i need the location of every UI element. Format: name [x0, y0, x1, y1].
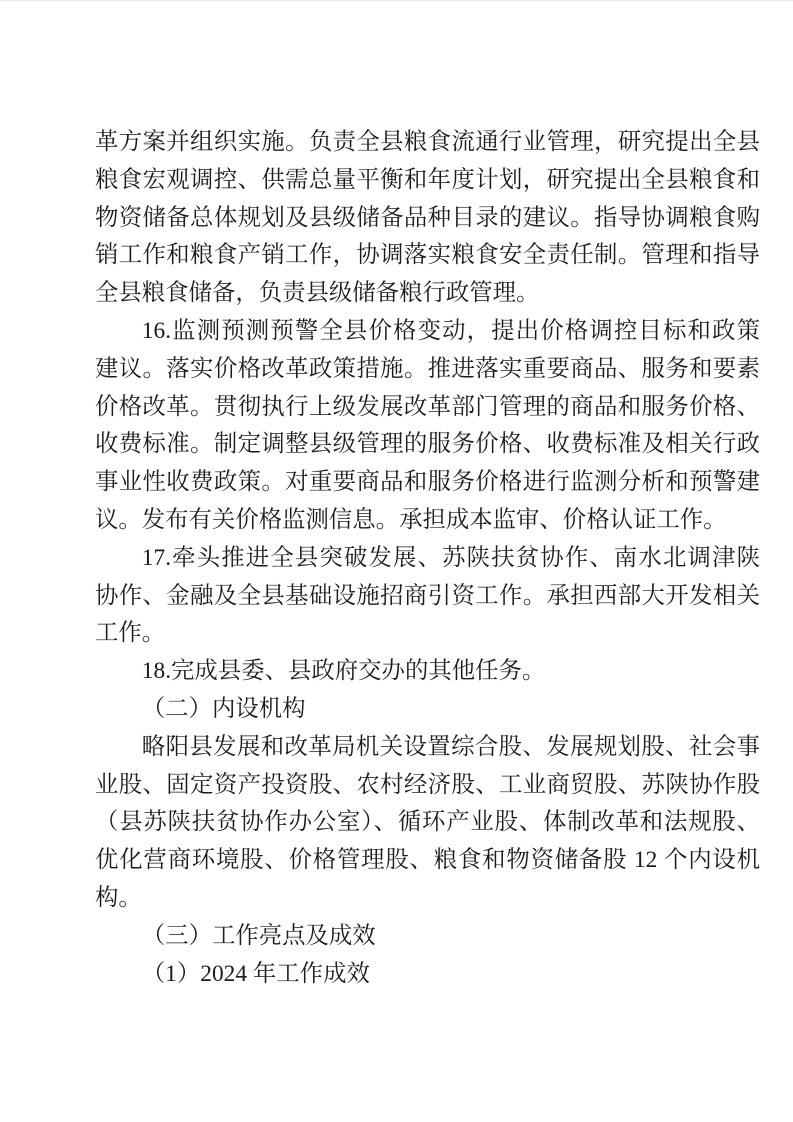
text-line: 全县粮食储备，负责县级储备粮行政管理。	[95, 280, 540, 307]
text-line: 价格改革。贯彻执行上级发展改革部门管理的商品和服务价格、	[95, 393, 760, 420]
text-line: 物资储备总体规划及县级储备品种目录的建议。指导协调粮食购	[95, 204, 760, 231]
text-line: 事业性收费政策。对重要商品和服务价格进行监测分析和预警建	[95, 469, 760, 496]
text-line: 16.监测预测预警全县价格变动，提出价格调控目标和政策	[141, 317, 760, 344]
text-line: （三）工作亮点及成效	[141, 922, 376, 949]
section-heading	[95, 918, 760, 956]
text-line: 优化营商环境股、价格管理股、粮食和物资储备股 12 个内设机	[95, 847, 760, 874]
section-heading	[95, 691, 760, 729]
text-line: （县苏陕扶贫协作办公室）、循环产业股、体制改革和法规股、	[95, 809, 760, 836]
paragraph	[95, 729, 760, 918]
text-line: 革方案并组织实施。负责全县粮食流通行业管理，研究提出全县	[95, 129, 760, 155]
text-line: （二）内设机构	[141, 695, 306, 722]
paragraph	[95, 653, 760, 691]
text-line: 业股、固定资产投资股、农村经济股、工业商贸股、苏陕协作股	[95, 771, 760, 798]
paragraph	[95, 124, 760, 313]
text-line: （1）2024 年工作成效	[141, 960, 370, 987]
text-line: 收费标准。制定调整县级管理的服务价格、收费标准及相关行政	[95, 431, 760, 458]
text-line: 议。发布有关价格监测信息。承担成本监审、价格认证工作。	[95, 506, 727, 533]
text-line: 协作、金融及全县基础设施招商引资工作。承担西部大开发相关	[95, 582, 760, 609]
text-line: 构。	[95, 884, 142, 911]
document-content	[95, 124, 760, 993]
text-line: 销工作和粮食产销工作，协调落实粮食安全责任制。管理和指导	[95, 242, 760, 269]
text-line: 17.牵头推进全县突破发展、苏陕扶贫协作、南水北调津陕	[141, 544, 760, 571]
text-line: 略阳县发展和改革局机关设置综合股、发展规划股、社会事	[141, 733, 760, 760]
text-line: 18.完成县委、县政府交办的其他任务。	[141, 658, 546, 685]
paragraph	[95, 313, 760, 540]
text-line: 建议。落实价格改革政策措施。推进落实重要商品、服务和要素	[95, 355, 760, 382]
text-line: 粮食宏观调控、供需总量平衡和年度计划，研究提出全县粮食和	[95, 166, 760, 193]
section-heading	[95, 956, 760, 994]
paragraph	[95, 540, 760, 653]
text-line: 工作。	[95, 620, 166, 647]
